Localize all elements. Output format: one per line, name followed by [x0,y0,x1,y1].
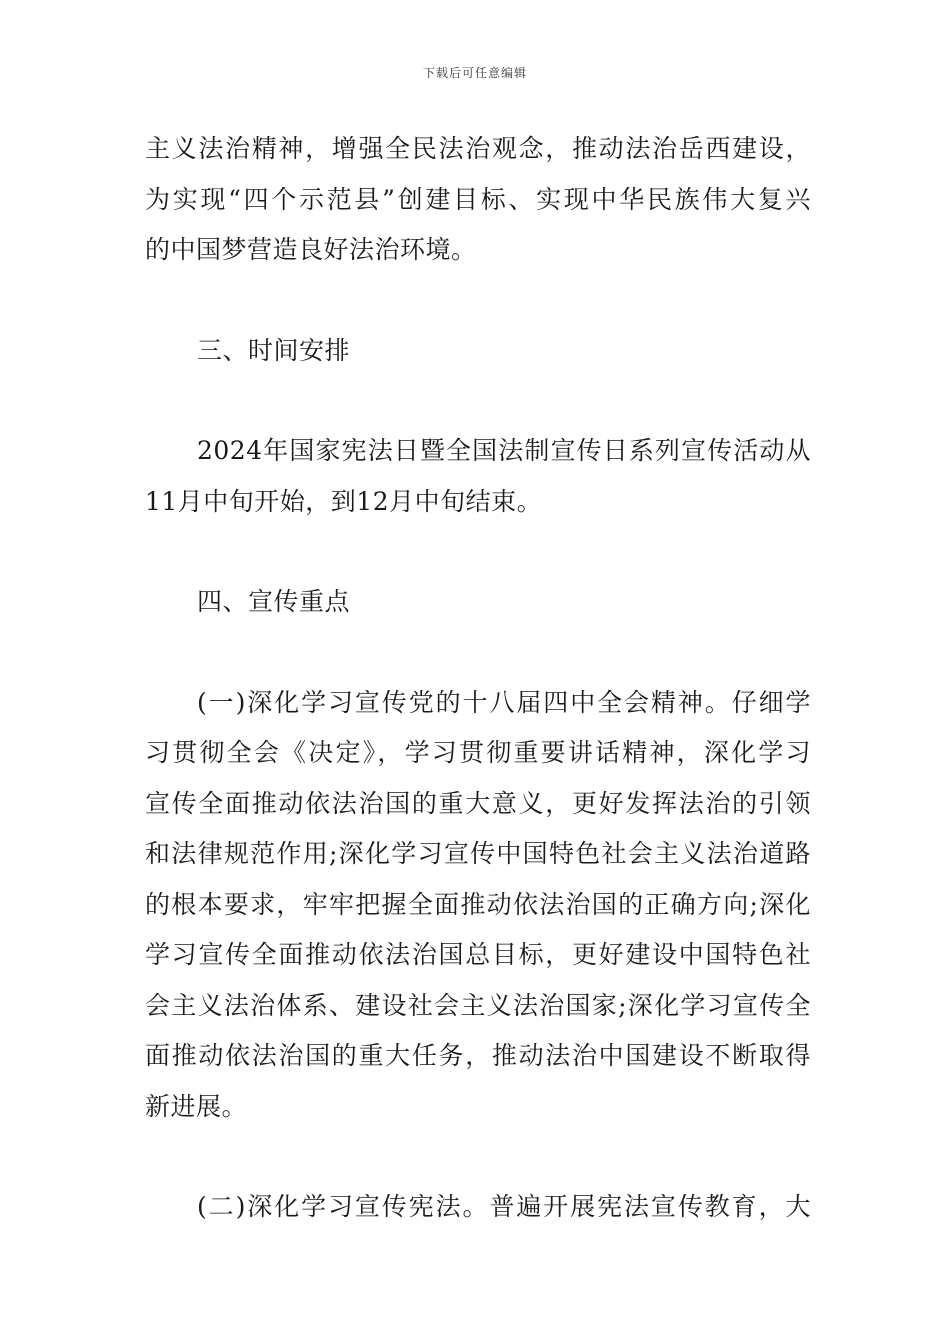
paragraph-line: 习贯彻全会《决定》，学习贯彻重要讲话精神，深化学习 [145,738,811,767]
section-heading-focus: 四、宣传重点 [197,587,351,616]
paragraph-line: 2024年国家宪法日暨全国法制宣传日系列宣传活动从 [197,436,811,465]
paragraph-line: 11月中旬开始，到12月中旬结束。 [145,486,543,516]
paragraph-line: (二)深化学习宣传宪法。普遍开展宪法宣传教育，大 [197,1192,811,1221]
paragraph-line: 宣传全面推动依法治国的重大意义，更好发挥法治的引领 [145,788,811,818]
document-body [145,124,811,1233]
paragraph-line: 和法律规范作用;深化学习宣传中国特色社会主义法治道路 [145,839,811,868]
paragraph-line: (一)深化学习宣传党的十八届四中全会精神。仔细学 [197,687,811,717]
paragraph-line: 为实现“四个示范县”创建目标、实现中华民族伟大复兴 [145,184,811,214]
paragraph-line: 的中国梦营造良好法治环境。 [145,235,477,264]
paragraph-line: 主义法治精神，增强全民法治观念，推动法治岳西建设， [145,134,811,163]
paragraph-line: 学习宣传全面推动依法治国总目标，更好建设中国特色社 [145,940,811,969]
section-heading-time: 三、时间安排 [197,335,351,365]
paragraph-line: 会主义法治体系、建设社会主义法治国家;深化学习宣传全 [145,990,811,1020]
header-note: 下载后可任意编辑 [422,66,527,80]
paragraph-line: 面推动依法治国的重大任务，推动法治中国建设不断取得 [145,1041,811,1070]
paragraph-line: 新进展。 [145,1091,248,1121]
paragraph-line: 的根本要求，牢牢把握全面推动依法治国的正确方向;深化 [145,889,811,919]
